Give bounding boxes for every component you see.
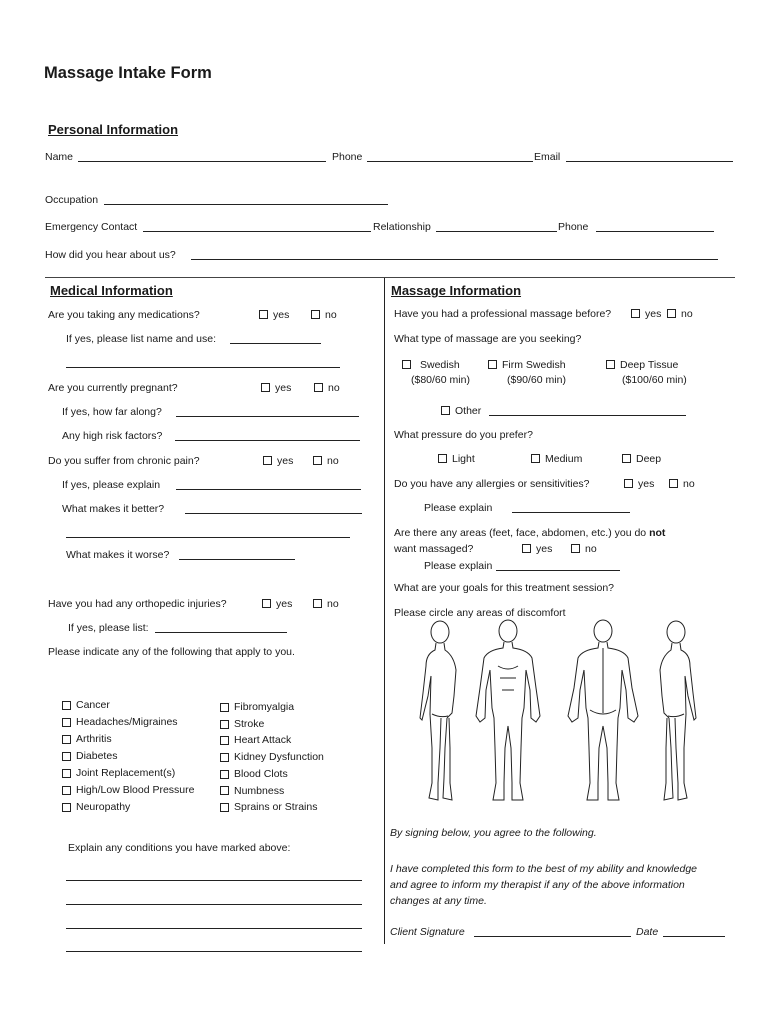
pregnant-no[interactable] xyxy=(314,382,340,394)
occupation-label: Occupation xyxy=(45,194,99,206)
prof-no[interactable] xyxy=(667,308,693,320)
date-field[interactable] xyxy=(663,926,725,937)
checkbox[interactable] xyxy=(220,736,229,745)
explain-field-2[interactable] xyxy=(66,894,362,905)
condition-label: Headaches/Migraines xyxy=(76,716,178,728)
checkbox[interactable] xyxy=(402,360,411,369)
areas-yes[interactable] xyxy=(522,543,552,555)
checkbox[interactable] xyxy=(488,360,497,369)
client-signature-label: Client Signature xyxy=(390,926,465,938)
checkbox[interactable] xyxy=(438,454,447,463)
areas-question-end: want massaged? xyxy=(394,543,474,555)
massage-heading: Massage Information xyxy=(391,283,522,298)
other-field[interactable] xyxy=(489,405,686,416)
deep-pressure-option[interactable] xyxy=(622,453,661,465)
pain-explain-label: If yes, please explain xyxy=(62,479,161,491)
deep-pressure-label: Deep xyxy=(636,453,662,465)
meds-field-2[interactable] xyxy=(66,357,340,368)
ortho-yes[interactable] xyxy=(262,598,292,610)
meds-no[interactable] xyxy=(311,309,337,321)
deep-label: Deep Tissue xyxy=(620,359,679,371)
areas-question-not: not xyxy=(649,527,666,539)
condition-label: Diabetes xyxy=(76,750,118,762)
condition-item[interactable] xyxy=(62,697,194,714)
body-figure-side-right[interactable] xyxy=(660,621,696,800)
swedish-option[interactable] xyxy=(402,359,460,371)
yes-label: yes xyxy=(277,455,294,467)
prof-question: Have you had a professional massage before? xyxy=(394,308,612,320)
condition-label: Cancer xyxy=(76,699,110,711)
goals-question: What are your goals for this treatment session? xyxy=(394,582,615,594)
areas-explain-field[interactable] xyxy=(496,560,620,571)
body-figure-back[interactable] xyxy=(568,620,638,800)
condition-item[interactable] xyxy=(220,799,324,816)
condition-label: Joint Replacement(s) xyxy=(76,767,176,779)
condition-label: Arthritis xyxy=(76,733,112,745)
ortho-list-label: If yes, please list: xyxy=(68,622,149,634)
checkbox[interactable] xyxy=(441,406,450,415)
condition-item[interactable] xyxy=(220,783,324,800)
medium-label: Medium xyxy=(545,453,583,465)
checkbox[interactable] xyxy=(631,309,640,318)
pain-yes[interactable] xyxy=(263,455,293,467)
name-field[interactable] xyxy=(78,151,326,162)
areas-question-text: Are there any areas (feet, face, abdomen, etc.) you do xyxy=(394,527,647,539)
checkbox[interactable] xyxy=(606,360,615,369)
no-label: no xyxy=(327,598,339,610)
conditions-right xyxy=(220,699,324,816)
swedish-label: Swedish xyxy=(420,359,460,371)
allergy-question: Do you have any allergies or sensitivities? xyxy=(394,478,590,490)
yes-label: yes xyxy=(536,543,553,555)
medium-option[interactable] xyxy=(531,453,582,465)
circle-label: Please circle any areas of discomfort xyxy=(394,607,566,619)
column-divider xyxy=(384,278,385,944)
condition-item[interactable] xyxy=(62,748,194,765)
checkbox[interactable] xyxy=(62,718,71,727)
relationship-label: Relationship xyxy=(373,221,431,233)
pregnant-followup: If yes, how far along? xyxy=(62,406,162,418)
condition-item[interactable] xyxy=(220,732,324,749)
pregnant-question: Are you currently pregnant? xyxy=(48,382,178,394)
section-divider xyxy=(45,277,735,278)
date-label: Date xyxy=(636,926,659,938)
firm-label: Firm Swedish xyxy=(502,359,566,371)
checkbox[interactable] xyxy=(571,544,580,553)
no-label: no xyxy=(683,478,695,490)
phone-label: Phone xyxy=(332,151,363,163)
statement-line-2: and agree to inform my therapist if any of the above information xyxy=(390,879,685,891)
deep-option[interactable] xyxy=(606,359,678,371)
light-option[interactable] xyxy=(438,453,475,465)
condition-label: Heart Attack xyxy=(234,734,292,747)
risk-field[interactable] xyxy=(175,430,360,441)
other-option[interactable] xyxy=(441,405,481,417)
occupation-field[interactable] xyxy=(104,194,388,205)
checkbox[interactable] xyxy=(220,703,229,712)
condition-label: Sprains or Strains xyxy=(234,801,318,814)
condition-item[interactable] xyxy=(62,714,194,731)
checkbox[interactable] xyxy=(220,786,229,795)
firm-option[interactable] xyxy=(488,359,566,371)
better-label: What makes it better? xyxy=(62,503,165,515)
condition-label: Fibromyalgia xyxy=(234,701,295,713)
indicate-label: Please indicate any of the following that apply to you. xyxy=(48,646,295,658)
allergy-no[interactable] xyxy=(669,478,695,490)
worse-field[interactable] xyxy=(179,549,295,560)
email-field[interactable] xyxy=(566,151,733,162)
meds-question: Are you taking any medications? xyxy=(48,309,200,321)
checkbox[interactable] xyxy=(220,770,229,779)
deep-price: ($100/60 min) xyxy=(622,374,687,386)
emergency-phone-field[interactable] xyxy=(596,221,714,232)
areas-explain-label: Please explain xyxy=(424,560,493,572)
other-label: Other xyxy=(455,405,482,417)
no-label: no xyxy=(328,382,340,394)
explain-field-1[interactable] xyxy=(66,870,362,881)
checkbox[interactable] xyxy=(263,456,272,465)
areas-question xyxy=(394,527,665,539)
condition-label: Blood Clots xyxy=(234,767,288,780)
better-field-2[interactable] xyxy=(66,527,350,538)
ortho-no[interactable] xyxy=(313,598,339,610)
pain-question: Do you suffer from chronic pain? xyxy=(48,455,200,467)
condition-label: Kidney Dysfunction xyxy=(234,751,324,764)
checkbox[interactable] xyxy=(314,383,323,392)
meds-field[interactable] xyxy=(230,333,321,344)
checkbox[interactable] xyxy=(262,599,271,608)
checkbox[interactable] xyxy=(624,479,633,488)
statement-line-3: changes at any time. xyxy=(390,895,487,907)
condition-item[interactable] xyxy=(220,699,324,716)
risk-label: Any high risk factors? xyxy=(62,430,163,442)
yes-label: yes xyxy=(645,308,662,320)
checkbox[interactable] xyxy=(62,752,71,761)
checkbox[interactable] xyxy=(62,803,71,812)
meds-yes[interactable] xyxy=(259,309,289,321)
allergy-yes[interactable] xyxy=(624,478,654,490)
type-question: What type of massage are you seeking? xyxy=(394,333,582,345)
checkbox[interactable] xyxy=(667,309,676,318)
emergency-phone-label: Phone xyxy=(558,221,589,233)
light-label: Light xyxy=(452,453,475,465)
body-figure-front[interactable] xyxy=(476,620,540,800)
pain-explain-field[interactable] xyxy=(176,479,361,490)
emergency-label: Emergency Contact xyxy=(45,221,138,233)
checkbox[interactable] xyxy=(261,383,270,392)
checkbox[interactable] xyxy=(220,803,229,812)
condition-label: High/Low Blood Pressure xyxy=(76,784,195,796)
firm-price: ($90/60 min) xyxy=(507,374,566,386)
name-label: Name xyxy=(45,151,74,163)
checkbox[interactable] xyxy=(622,454,631,463)
personal-heading: Personal Information xyxy=(48,122,179,137)
no-label: no xyxy=(327,455,339,467)
client-signature-field[interactable] xyxy=(474,926,631,937)
no-label: no xyxy=(325,309,337,321)
checkbox[interactable] xyxy=(220,720,229,729)
condition-label: Neuropathy xyxy=(76,801,131,813)
checkbox[interactable] xyxy=(62,701,71,710)
medical-heading: Medical Information xyxy=(50,283,173,298)
condition-label: Stroke xyxy=(234,717,265,730)
condition-item[interactable] xyxy=(62,799,194,816)
worse-label: What makes it worse? xyxy=(66,549,170,561)
meds-followup: If yes, please list name and use: xyxy=(66,333,216,345)
condition-item[interactable] xyxy=(220,749,324,766)
checkbox[interactable] xyxy=(62,735,71,744)
allergy-explain-field[interactable] xyxy=(512,502,630,513)
areas-no[interactable] xyxy=(571,543,597,555)
conditions-left xyxy=(62,697,194,816)
body-diagram[interactable] xyxy=(398,618,718,808)
condition-item[interactable] xyxy=(220,766,324,783)
pregnant-field[interactable] xyxy=(176,406,359,417)
emergency-field[interactable] xyxy=(143,221,371,232)
body-figure-side-left[interactable] xyxy=(420,621,456,800)
checkbox[interactable] xyxy=(522,544,531,553)
page-title: Massage Intake Form xyxy=(44,64,212,82)
no-label: no xyxy=(681,308,693,320)
hear-label: How did you hear about us? xyxy=(45,249,176,261)
ortho-list-field[interactable] xyxy=(155,622,287,633)
no-label: no xyxy=(585,543,597,555)
hear-field[interactable] xyxy=(191,249,718,260)
prof-yes[interactable] xyxy=(631,308,661,320)
checkbox[interactable] xyxy=(220,753,229,762)
condition-item[interactable] xyxy=(62,782,194,799)
explain-conditions-label: Explain any conditions you have marked above: xyxy=(68,842,291,854)
explain-field-3[interactable] xyxy=(66,918,362,929)
checkbox[interactable] xyxy=(313,456,322,465)
relationship-field[interactable] xyxy=(436,221,557,232)
checkbox[interactable] xyxy=(313,599,322,608)
checkbox[interactable] xyxy=(62,769,71,778)
agree-label: By signing below, you agree to the following. xyxy=(390,827,597,839)
better-field[interactable] xyxy=(185,503,362,514)
checkbox[interactable] xyxy=(311,310,320,319)
condition-item[interactable] xyxy=(62,731,194,748)
checkbox[interactable] xyxy=(62,786,71,795)
explain-field-4[interactable] xyxy=(66,941,362,952)
phone-field[interactable] xyxy=(367,151,533,162)
yes-label: yes xyxy=(275,382,292,394)
allergy-explain-label: Please explain xyxy=(424,502,493,514)
swedish-price: ($80/60 min) xyxy=(411,374,470,386)
checkbox[interactable] xyxy=(259,310,268,319)
yes-label: yes xyxy=(638,478,655,490)
pain-no[interactable] xyxy=(313,455,339,467)
yes-label: yes xyxy=(273,309,290,321)
condition-label: Numbness xyxy=(234,784,285,797)
email-label: Email xyxy=(534,151,561,163)
ortho-question: Have you had any orthopedic injuries? xyxy=(48,598,227,610)
condition-item[interactable] xyxy=(220,716,324,733)
checkbox[interactable] xyxy=(669,479,678,488)
pressure-question: What pressure do you prefer? xyxy=(394,429,533,441)
statement-line-1: I have completed this form to the best of my ability and knowledge xyxy=(390,863,697,875)
checkbox[interactable] xyxy=(531,454,540,463)
condition-item[interactable] xyxy=(62,765,194,782)
yes-label: yes xyxy=(276,598,293,610)
pregnant-yes[interactable] xyxy=(261,382,291,394)
